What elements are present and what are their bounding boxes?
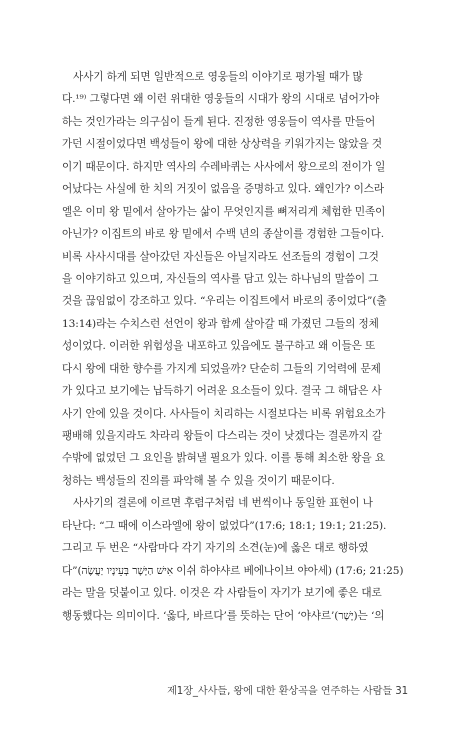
text-line: 행동했다는 의미이다. ‘옳다, 바르다’를 뜻하는 단어 ‘야샤르’(יָשָׁר)는 ‘의 bbox=[62, 609, 385, 622]
text-line: 가 있다고 보기에는 납득하기 어려운 요소들이 있다. 결국 그 해답은 사 bbox=[62, 385, 382, 398]
text-line: 어났다는 사실에 한 치의 거짓이 없음을 증명하고 있다. 왜인가? 이스라 bbox=[62, 183, 384, 196]
text-line: 다.¹⁹⁾ 그렇다면 왜 이런 위대한 영웅들의 시대가 왕의 시대로 넘어가야 bbox=[62, 93, 380, 106]
text-line: 수밖에 없었던 그 요인을 밝혀낼 필요가 있다. 이를 통해 최소한 왕을 요 bbox=[62, 452, 385, 465]
text-line: 라는 말을 덧붙이고 있다. 이것은 각 사람들이 자기가 보기에 좋은 대로 bbox=[62, 587, 382, 600]
text-line: 하는 것인가라는 의구심이 들게 된다. 진정한 영웅들이 역사를 만들어 bbox=[62, 115, 376, 128]
text-line: 을 이야기하고 있으며, 자신들의 역사를 담고 있는 하나님의 말씀이 그 bbox=[62, 272, 379, 285]
text-line: 13:14)라는 수치스런 선언이 왕과 함께 살아갈 때 가졌던 그들의 정체 bbox=[62, 317, 379, 330]
text-line: 사기 안에 있을 것이다. 사사들이 치리하는 시절보다는 비록 위험요소가 bbox=[62, 407, 386, 420]
text-line: 다”(אִישׁ הַיָּשָׁר בְּעֵינָיו יַעֲשֶׂה 이쉬 하야샤르 베에나이브 야아세) (17:6; 21:25) bbox=[62, 564, 404, 577]
text-line: 것을 끊임없이 강조하고 있다. “우리는 이집트에서 바로의 종이었다”(출 bbox=[62, 295, 387, 308]
text-line: 이기 때문이다. 하지만 역사의 수레바퀴는 사사에서 왕으로의 전이가 일 bbox=[62, 160, 386, 173]
text-line: 아닌가? 이집트의 바로 왕 밑에서 수백 년의 종살이를 경험한 그들이다. bbox=[62, 228, 384, 241]
text-line: 다시 왕에 대한 향수를 가지게 되었을까? 단순히 그들의 기억력에 문제 bbox=[62, 362, 381, 375]
text-line: 그리고 두 번은 “사람마다 각기 자기의 소견(눈)에 옳은 대로 행하였 bbox=[62, 542, 369, 555]
text-line: 가던 시절이었다면 백성들이 왕에 대한 상상력을 키워가지는 않았을 것 bbox=[62, 138, 383, 151]
text-line: 사사기의 결론에 이르면 후렴구처럼 네 번씩이나 동일한 표현이 나 bbox=[73, 497, 373, 510]
body-text bbox=[62, 66, 408, 627]
text-line: 청하는 백성들의 진의를 파악해 볼 수 있을 것이기 때문이다. bbox=[62, 474, 335, 487]
text-line: 팽배해 있을지라도 차라리 왕들이 다스리는 것이 낫겠다는 결론까지 갈 bbox=[62, 430, 383, 442]
text-line: 비록 사사시대를 살아갔던 자신들은 아닐지라도 선조들의 경험이 그것 bbox=[62, 250, 379, 263]
page-footer: 제1장_사사들, 왕에 대한 환상곡을 연주하는 사람들 31 bbox=[167, 686, 408, 697]
text-line: 타난다: “그 때에 이스라엘에 왕이 없었다”(17:6; 18:1; 19:1; 21:25). bbox=[62, 519, 387, 532]
text-line: 엘은 이미 왕 밑에서 살아가는 삶이 무엇인지를 뼈저리게 체험한 민족이 bbox=[62, 205, 386, 218]
text-line: 사사기 하게 되면 일반적으로 영웅들의 이야기로 평가될 때가 많 bbox=[73, 71, 363, 83]
text-line: 성이었다. 이러한 위험성을 내포하고 있음에도 불구하고 왜 이들은 또 bbox=[62, 340, 376, 353]
